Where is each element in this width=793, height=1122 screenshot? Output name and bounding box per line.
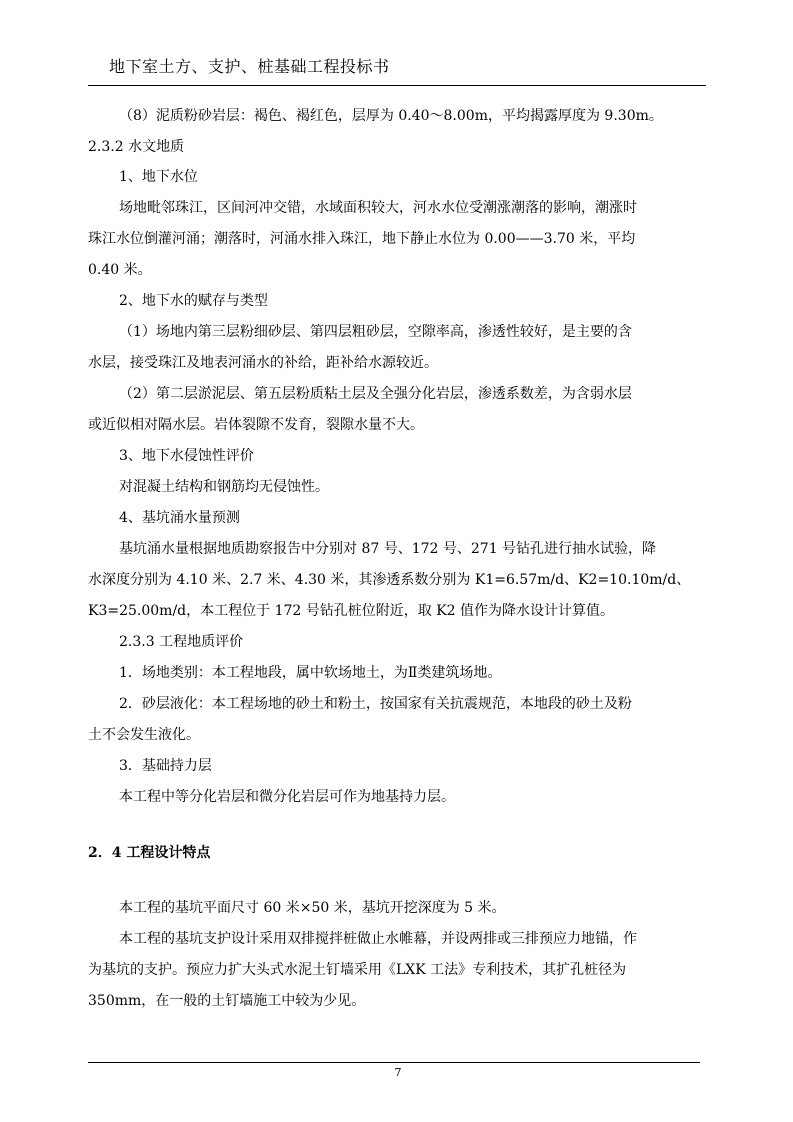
section-heading: 2.3.3 工程地质评价 — [119, 634, 244, 650]
paragraph-line: K3=25.00m/d，本工程位于 172 号钻孔桩位附近，取 K2 值作为降水设计计算值。 — [88, 603, 615, 619]
paragraph-line: 珠江水位倒灌河涌；潮落时，河涌水排入珠江，地下静止水位为 0.00——3.70 米，平均 — [88, 231, 636, 247]
section-heading: 2.3.2 水文地质 — [88, 139, 185, 155]
footer-divider — [88, 1062, 700, 1063]
paragraph-line: （1）场地内第三层粉细砂层、第四层粗砂层，空隙率高，渗透性较好，是主要的含 — [119, 324, 632, 340]
paragraph-line: 水层，接受珠江及地表河涌水的补给，距补给水源较近。 — [88, 355, 438, 371]
paragraph-line: 本工程的基坑支护设计采用双排搅拌桩做止水帷幕，并设两排或三排预应力地锚，作 — [119, 931, 637, 947]
paragraph-line: 为基坑的支护。预应力扩大头式水泥土钉墙采用《LXK 工法》专利技术，其扩孔桩径为 — [88, 962, 627, 978]
paragraph-line: （2）第二层淤泥层、第五层粉质粘土层及全强分化岩层，渗透系数差，为含弱水层 — [119, 386, 632, 402]
paragraph-line: 350mm，在一般的土钉墙施工中较为少见。 — [88, 993, 366, 1009]
paragraph-line: 2．砂层液化：本工程场地的砂土和粉土，按国家有关抗震规范，本地段的砂土及粉 — [119, 696, 632, 712]
subsection-heading: 1、地下水位 — [119, 169, 198, 185]
subsection-heading: 4、基坑涌水量预测 — [119, 510, 240, 526]
header-divider — [88, 85, 706, 86]
header-title: 地下室土方、支护、桩基础工程投标书 — [109, 57, 390, 76]
paragraph-line: 本工程中等分化岩层和微分化岩层可作为地基持力层。 — [119, 789, 455, 805]
paragraph-line: 土不会发生液化。 — [88, 727, 200, 743]
paragraph-line: 或近似相对隔水层。岩体裂隙不发育，裂隙水量不大。 — [88, 417, 424, 433]
paragraph-line: 基坑涌水量根据地质勘察报告中分别对 87 号、172 号、271 号钻孔进行抽水试验，降 — [119, 541, 657, 557]
paragraph-line: 1．场地类别：本工程地段，属中软场地土，为Ⅱ类建筑场地。 — [119, 665, 502, 681]
subsection-heading: 2、地下水的赋存与类型 — [119, 293, 268, 309]
paragraph-line: （8）泥质粉砂岩层：褐色、褐红色，层厚为 0.40～8.00m，平均揭露厚度为 9.30m。 — [119, 108, 663, 124]
paragraph-line: 场地毗邻珠江，区间河冲交错，水域面积较大，河水水位受潮涨潮落的影响，潮涨时 — [119, 200, 637, 216]
subsection-heading: 3．基础持力层 — [119, 758, 212, 774]
paragraph-line: 对混凝土结构和钢筋均无侵蚀性。 — [119, 479, 329, 495]
paragraph-line: 水深度分别为 4.10 米、2.7 米、4.30 米，其渗透系数分别为 K1=6.57m/d、K2=10.10m/d、 — [88, 572, 691, 588]
section-heading-bold: 2．4 工程设计特点 — [88, 845, 211, 861]
page-number: 7 — [394, 1066, 402, 1079]
paragraph-line: 本工程的基坑平面尺寸 60 米×50 米，基坑开挖深度为 5 米。 — [119, 900, 506, 916]
subsection-heading: 3、地下水侵蚀性评价 — [119, 448, 254, 464]
paragraph-line: 0.40 米。 — [88, 262, 152, 278]
